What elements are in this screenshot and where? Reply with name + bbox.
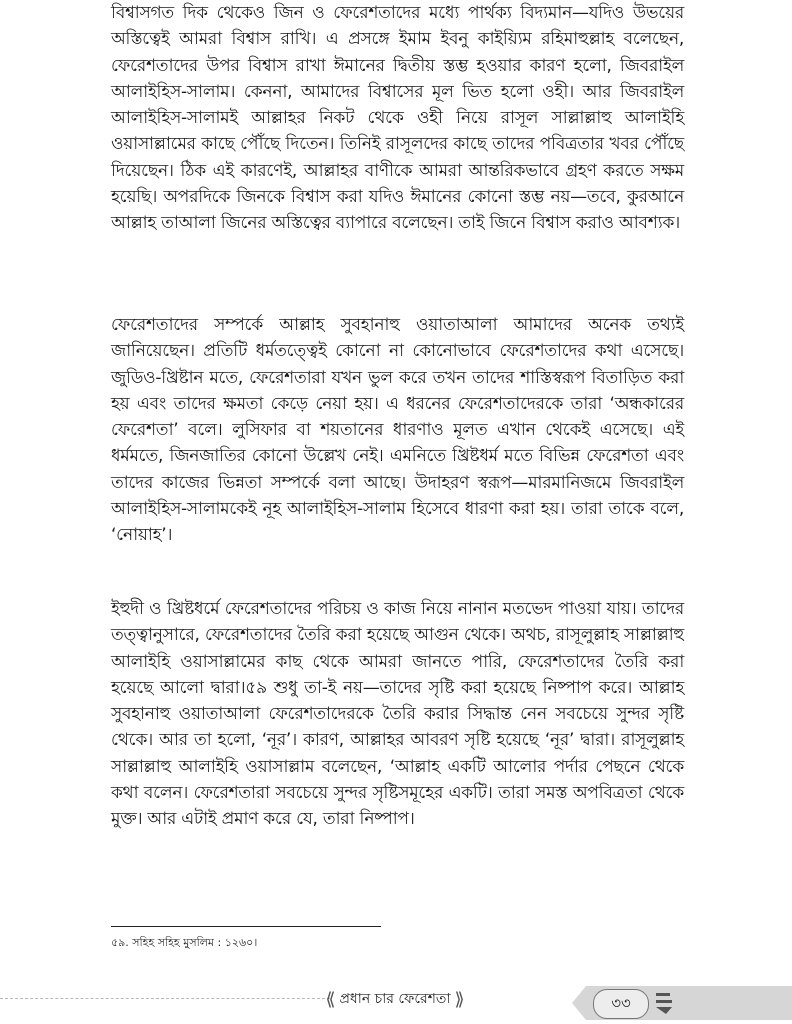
footnote-divider xyxy=(111,926,381,927)
page-curl-icon xyxy=(654,990,676,1016)
running-footer-title xyxy=(302,984,488,1014)
ornament-left-icon: ⟪ xyxy=(325,988,336,1010)
page-number: ৩৩ xyxy=(593,989,649,1019)
footer-dotted-line xyxy=(0,998,330,999)
ornament-right-icon: ⟫ xyxy=(454,988,465,1010)
book-title: প্রধান চার ফেরেশতা xyxy=(339,991,451,1007)
paragraph-1: বিশ্বাসগত দিক থেকেও জিন ও ফেরেশতাদের মধ্যে পার্থক্য বিদ্যমান—যদিও উভয়ের অস্তিত্বেই আমরা বিশ্বাস রাখি। এ প্রসঙ্গে ইমাম ইবনু কাইয়্যিম রহিমাহুল্লাহ বলেছেন, ফেরেশতাদের উপর বিশ্বাস রাখা ঈমানের দ্বিতীয় স্তম্ভ হওয়ার কারণ হলো, জিবরাইল আলাইহিস-সালাম। কেননা, আমাদের বিশ্বাসের মূল ভিত হলো ওহী। আর জিবরাইল আলাইহিস-সালামই আল্লাহর নিকট থেকে ওহী নিয়ে রাসূল সাল্লাল্লাহু আলাইহি ওয়াসাল্লামের কাছে পৌঁছে দিতেন। তিনিই রাসূলদের কাছে তাদের পবিত্রতার খবর পৌঁছে দিয়েছেন। ঠিক এই কারণেই, আল্লাহর বাণীকে আমরা আন্তরিকভাবে গ্রহণ করতে সক্ষম হয়েছি। অপরদিকে জিনকে বিশ্বাস করা যদিও ঈমানের কোনো স্তম্ভ নয়—তবে, কুরআনে আল্লাহ তাআলা জিনের অস্তিত্বের ব্যাপারে বলেছেন। তাই জিনে বিশ্বাস করাও আবশ্যক। xyxy=(111,3,684,234)
paragraph-2: ফেরেশতাদের সম্পর্কে আল্লাহ সুবহানাহু ওয়াতাআলা আমাদের অনেক তথ্যই জানিয়েছেন। প্রতিটি ধর্মতত্ত্বেই কোনো না কোনোভাবে ফেরেশতাদের কথা এসেছে। জুডিও-খ্রিষ্টান মতে, ফেরেশতারা যখন ভুল করে তখন তাদের শাস্তিস্বরূপ বিতাড়িত করা হয় এবং তাদের ক্ষমতা কেড়ে নেয়া হয়। এ ধরনের ফেরেশতাদেরকে তারা ‘অন্ধকারের ফেরেশতা’ বলে। লুসিফার বা শয়তানের ধারণাও মূলত এখান থেকেই এসেছে। এই ধর্মমতে, জিনজাতির কোনো উল্লেখ নেই। এমনিতে খ্রিষ্টধর্ম মতে বিভিন্ন ফেরেশতা এবং তাদের কাজের ভিন্নতা সম্পর্কে বলা আছে। উদাহরণ স্বরূপ—মারমানিজমে জিবরাইল আলাইহিস-সালামকেই নূহ আলাইহিস-সালাম হিসেবে ধারণা করা হয়। তারা তাকে বলে, ‘নোয়াহ’। xyxy=(111,315,684,546)
footnote: ৫৯. সহিহ সহিহ মুসলিম : ১২৬০। xyxy=(111,936,258,949)
paragraph-3: ইহুদী ও খ্রিষ্টধর্মে ফেরেশতাদের পরিচয় ও কাজ নিয়ে নানান মতভেদ পাওয়া যায়। তাদের তত্ত্বানুসারে, ফেরেশতাদের তৈরি করা হয়েছে আগুন থেকে। অথচ, রাসূলুল্লাহ সাল্লাল্লাহু আলাইহি ওয়াসাল্লামের কাছ থেকে আমরা জানতে পারি, ফেরেশতাদের তৈরি করা হয়েছে আলো দ্বারা।৫৯ শুধু তা-ই নয়—তাদের সৃষ্টি করা হয়েছে নিষ্পাপ করে। আল্লাহ সুবহানাহু ওয়াতাআলা ফেরেশতাদেরকে তৈরি করার সিদ্ধান্ত নেন সবচেয়ে সুন্দর সৃষ্টি থেকে। আর তা হলো, ‘নূর’। কারণ, আল্লাহর আবরণ সৃষ্টি হয়েছে ‘নূর’ দ্বারা। রাসূলুল্লাহ সাল্লাল্লাহু আলাইহি ওয়াসাল্লাম বলেছেন, ‘আল্লাহ একটি আলোর পর্দার পেছনে থেকে কথা বলেন। ফেরেশতারা সবচেয়ে সুন্দর সৃষ্টিসমূহের একটি। তারা সমস্ত অপবিত্রতা থেকে মুক্ত। আর এটাই প্রমাণ করে যে, তারা নিষ্পাপ। xyxy=(111,599,684,830)
